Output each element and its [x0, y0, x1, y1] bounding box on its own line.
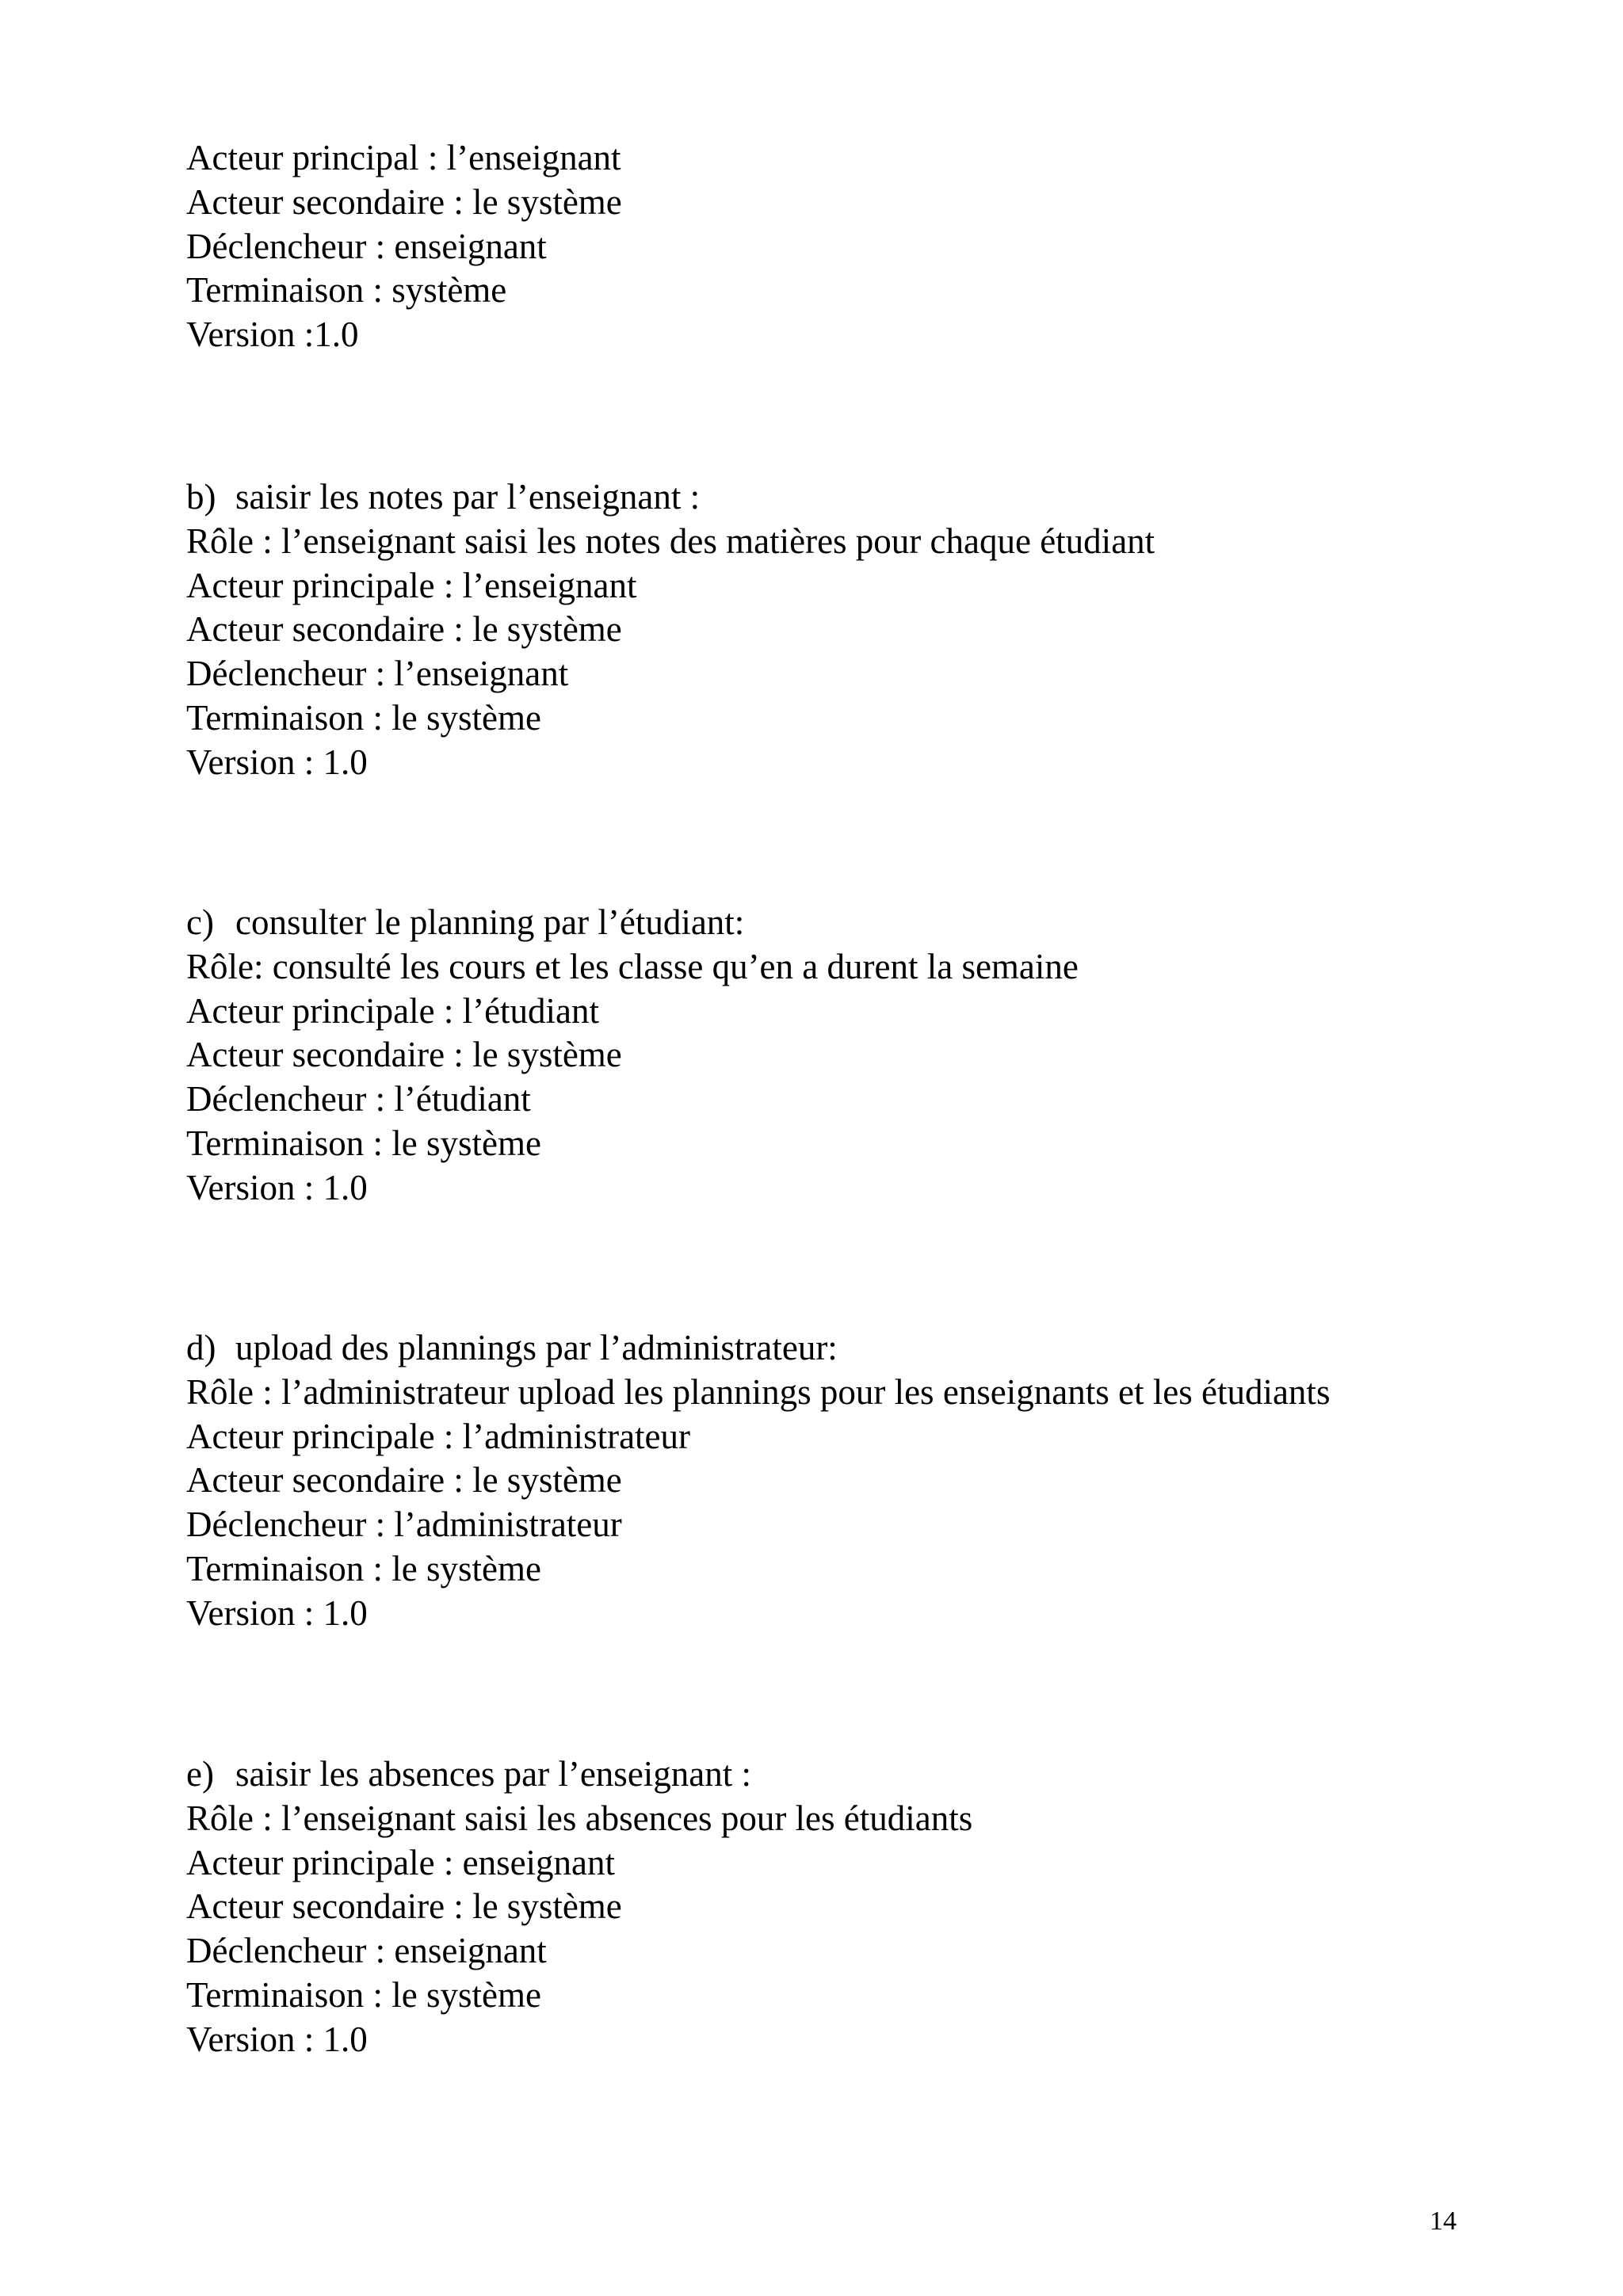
section-marker: c) — [186, 902, 214, 942]
section-heading — [186, 1753, 1533, 1797]
section-marker: b) — [186, 477, 216, 517]
section-line: Acteur principale : l’étudiant — [186, 990, 600, 1031]
section-line: Terminaison : le système — [186, 697, 542, 738]
intro-line: Acteur secondaire : le système — [186, 181, 622, 222]
intro-line: Version :1.0 — [186, 315, 359, 355]
section-title: upload des plannings par l’administrateur: — [235, 1328, 838, 1367]
intro-line: Terminaison : système — [186, 270, 507, 311]
section-marker: d) — [186, 1328, 216, 1367]
section-line: Acteur secondaire : le système — [186, 1460, 622, 1501]
section-marker: e) — [186, 1754, 214, 1794]
section-title: saisir les notes par l’enseignant : — [235, 477, 701, 517]
section-line: Déclencheur : l’administrateur — [186, 1505, 622, 1545]
section-title: saisir les absences par l’enseignant : — [235, 1754, 752, 1794]
section-heading — [186, 1326, 1533, 1371]
section-line: Déclencheur : l’étudiant — [186, 1079, 531, 1119]
section-e — [186, 1753, 1533, 2062]
section-line: Acteur principale : l’administrateur — [186, 1416, 690, 1456]
section-line: Déclencheur : enseignant — [186, 1931, 547, 1971]
section-b — [186, 475, 1533, 785]
section-line: Rôle : l’administrateur upload les plannings pour les enseignants et les étudiants — [186, 1371, 1331, 1412]
section-line: Rôle: consulté les cours et les classe qu’en a durent la semaine — [186, 946, 1079, 986]
section-line: Version : 1.0 — [186, 2019, 368, 2059]
section-title: consulter le planning par l’étudiant: — [235, 902, 745, 942]
section-line: Acteur secondaire : le système — [186, 1886, 622, 1927]
section-line: Version : 1.0 — [186, 742, 368, 782]
section-line: Acteur principale : enseignant — [186, 1842, 616, 1882]
section-line: Acteur principale : l’enseignant — [186, 565, 637, 605]
section-line: Version : 1.0 — [186, 1592, 368, 1633]
section-line: Rôle : l’enseignant saisi les absences pour les étudiants — [186, 1798, 973, 1838]
section-line: Terminaison : le système — [186, 1548, 542, 1589]
intro-block — [186, 136, 1533, 357]
section-line: Version : 1.0 — [186, 1167, 368, 1207]
section-heading — [186, 901, 1533, 945]
section-line: Rôle : l’enseignant saisi les notes des matières pour chaque étudiant — [186, 521, 1155, 561]
section-line: Acteur secondaire : le système — [186, 609, 622, 650]
section-line: Terminaison : le système — [186, 1974, 542, 2015]
section-line: Acteur secondaire : le système — [186, 1035, 622, 1075]
section-d — [186, 1326, 1533, 1636]
section-line: Déclencheur : l’enseignant — [186, 654, 569, 694]
page-number: 14 — [1430, 2206, 1457, 2236]
intro-line: Acteur principal : l’enseignant — [186, 138, 621, 177]
section-line: Terminaison : le système — [186, 1123, 542, 1163]
intro-line: Déclencheur : enseignant — [186, 226, 547, 266]
section-c — [186, 901, 1533, 1211]
section-heading — [186, 475, 1533, 520]
